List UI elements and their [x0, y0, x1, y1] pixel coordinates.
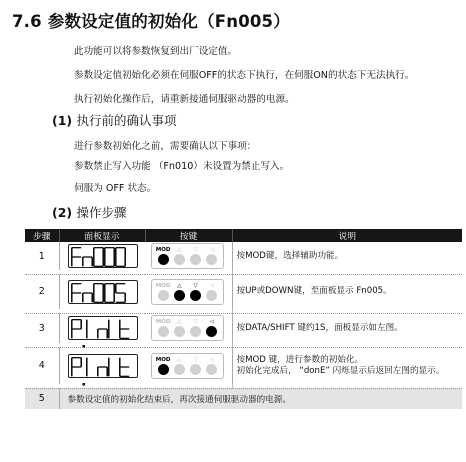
- keys-cell: [145, 348, 232, 384]
- key-left-arrow-icon[interactable]: [204, 246, 219, 265]
- lcd-digit: [82, 283, 93, 303]
- key-button[interactable]: [158, 290, 169, 301]
- header-keys: 按键: [145, 229, 232, 242]
- lcd-digit: [71, 283, 82, 303]
- lcd-digit: [82, 247, 93, 267]
- section2-number: (2): [52, 205, 73, 220]
- key-up-arrow-icon[interactable]: [172, 246, 187, 265]
- lcd-digit: [86, 319, 97, 339]
- step-description: [232, 275, 462, 309]
- key-mod-label[interactable]: [156, 318, 171, 337]
- header-display: 面板显示: [59, 229, 145, 242]
- key-button[interactable]: [174, 254, 185, 265]
- key-button[interactable]: [174, 290, 185, 301]
- key-button[interactable]: [158, 364, 169, 375]
- key-up-arrow-icon[interactable]: [172, 318, 187, 337]
- step-number: 3: [25, 313, 59, 343]
- step-row: [25, 242, 462, 270]
- keys-cell: [145, 242, 232, 270]
- key-up-arrow-icon[interactable]: [172, 282, 187, 301]
- key-mod-label[interactable]: [156, 356, 171, 375]
- step-row: [25, 348, 462, 384]
- key-down-arrow-icon[interactable]: [188, 282, 203, 301]
- lcd-display: [68, 316, 138, 340]
- description-line: 按MOD键，选择辅助功能。: [236, 250, 344, 261]
- key-left-arrow-icon[interactable]: [204, 282, 219, 301]
- left-arrow-icon: ◁: [209, 356, 214, 363]
- keys-cell: [145, 275, 232, 309]
- key-button[interactable]: [206, 364, 217, 375]
- step-row-final: [25, 388, 462, 409]
- key-up-arrow-icon[interactable]: [172, 356, 187, 375]
- keypad: [151, 353, 224, 379]
- description-line: 初始化完成后， “donE” 闪烁显示后返回左图的显示。: [236, 365, 445, 376]
- step-row: [25, 313, 462, 343]
- key-left-arrow-icon[interactable]: [204, 356, 219, 375]
- key-mod-label[interactable]: [156, 282, 171, 301]
- key-down-arrow-icon[interactable]: [188, 246, 203, 265]
- key-mod-label[interactable]: [156, 246, 171, 265]
- lcd-digit: [108, 357, 119, 377]
- down-arrow-icon: ▽: [193, 319, 198, 326]
- section1-line-2: 参数禁止写入功能 （Fn010）未设置为禁止写入。: [74, 161, 290, 172]
- section1-title: 执行前的确认事项: [76, 113, 177, 128]
- lcd-digit: [93, 247, 104, 267]
- description-line: 按MOD 键，进行参数的初始化。: [236, 354, 364, 365]
- step-row: [25, 275, 462, 309]
- header-step: 步骤: [25, 229, 59, 242]
- lcd-digit: [119, 319, 130, 339]
- lcd-digit: [119, 357, 130, 377]
- key-button[interactable]: [190, 254, 201, 265]
- panel-display-cell: [59, 313, 145, 343]
- step-description: [232, 348, 462, 384]
- lcd-digit: [71, 357, 82, 377]
- section1-number: (1): [52, 113, 73, 128]
- lcd-digit: [115, 283, 126, 303]
- up-arrow-icon: △: [177, 247, 182, 253]
- step-number: 1: [25, 242, 59, 270]
- keys-cell: [145, 313, 232, 343]
- key-button[interactable]: [174, 364, 185, 375]
- key-button[interactable]: [206, 326, 217, 337]
- left-arrow-icon: ◁: [209, 282, 214, 289]
- up-arrow-icon: △: [177, 356, 182, 363]
- intro-line-3: 执行初始化操作后，请重新接通伺服驱动器的电源。: [74, 94, 295, 105]
- header-desc: 说明: [232, 229, 462, 242]
- intro-line-1: 此功能可以将参数恢复到出厂设定值。: [74, 46, 238, 57]
- key-button[interactable]: [190, 364, 201, 375]
- key-down-arrow-icon[interactable]: [188, 318, 203, 337]
- lcd-digit: [115, 247, 126, 267]
- step-description: [232, 313, 462, 343]
- key-down-arrow-icon[interactable]: [188, 356, 203, 375]
- mod-label: MOD: [155, 319, 171, 326]
- steps-table: [25, 229, 462, 409]
- keypad: [151, 279, 224, 305]
- lcd-digit: [93, 283, 104, 303]
- lcd-digit: [97, 319, 108, 339]
- lcd-digit: [104, 247, 115, 267]
- section2-title: 操作步骤: [76, 205, 127, 220]
- step-number: 4: [25, 348, 59, 384]
- table-header-row: [25, 229, 462, 242]
- section1-line-3: 伺服为 OFF 状态。: [74, 183, 157, 194]
- lcd-digit: [86, 357, 97, 377]
- key-button[interactable]: [158, 326, 169, 337]
- lcd-display: [68, 244, 138, 268]
- intro-line-2: 参数设定值初始化必须在伺服OFF的状态下执行，在伺服ON的状态下无法执行。: [74, 70, 415, 81]
- down-arrow-icon: ▽: [193, 282, 198, 289]
- up-arrow-icon: △: [177, 282, 182, 289]
- lcd-digit: [97, 357, 108, 377]
- panel-display-cell: [59, 275, 145, 309]
- panel-display-cell: [59, 348, 145, 384]
- key-button[interactable]: [206, 290, 217, 301]
- section2-heading: [52, 203, 127, 221]
- section1-line-1: 进行参数初始化之前，需要确认以下事项：: [74, 141, 257, 152]
- key-button[interactable]: [174, 326, 185, 337]
- section1-heading: [52, 111, 177, 129]
- page-title: 7.6 参数设定值的初始化（Fn005）: [12, 12, 290, 31]
- mod-label: MOD: [155, 356, 171, 363]
- key-button[interactable]: [190, 326, 201, 337]
- lcd-digit: [108, 319, 119, 339]
- mod-label: MOD: [155, 282, 171, 289]
- step-number: 5: [25, 388, 59, 409]
- step-description: [232, 242, 462, 270]
- key-button[interactable]: [206, 254, 217, 265]
- key-button[interactable]: [190, 290, 201, 301]
- lcd-display: [68, 354, 138, 378]
- panel-display-cell: [59, 242, 145, 270]
- keypad: [151, 315, 224, 341]
- left-arrow-icon: ◁: [209, 319, 214, 326]
- description-line: 按UP或DOWN键，至面板显示 Fn005。: [236, 286, 392, 297]
- down-arrow-icon: ▽: [193, 247, 198, 253]
- lcd-digit: [104, 283, 115, 303]
- lcd-display: [68, 280, 138, 304]
- description-line: 按DATA/SHIFT 键约1S，面板显示如左图。: [236, 322, 403, 333]
- key-button[interactable]: [158, 254, 169, 265]
- final-description: 参数设定值的初始化结束后，再次接通伺服驱动器的电源。: [59, 388, 462, 409]
- keypad: [151, 243, 224, 269]
- step-number: 2: [25, 275, 59, 309]
- mod-label: MOD: [155, 247, 171, 253]
- left-arrow-icon: ◁: [209, 247, 214, 253]
- lcd-digit: [71, 319, 82, 339]
- lcd-digit: [71, 247, 82, 267]
- down-arrow-icon: ▽: [193, 356, 198, 363]
- up-arrow-icon: △: [177, 319, 182, 326]
- key-left-arrow-icon[interactable]: [204, 318, 219, 337]
